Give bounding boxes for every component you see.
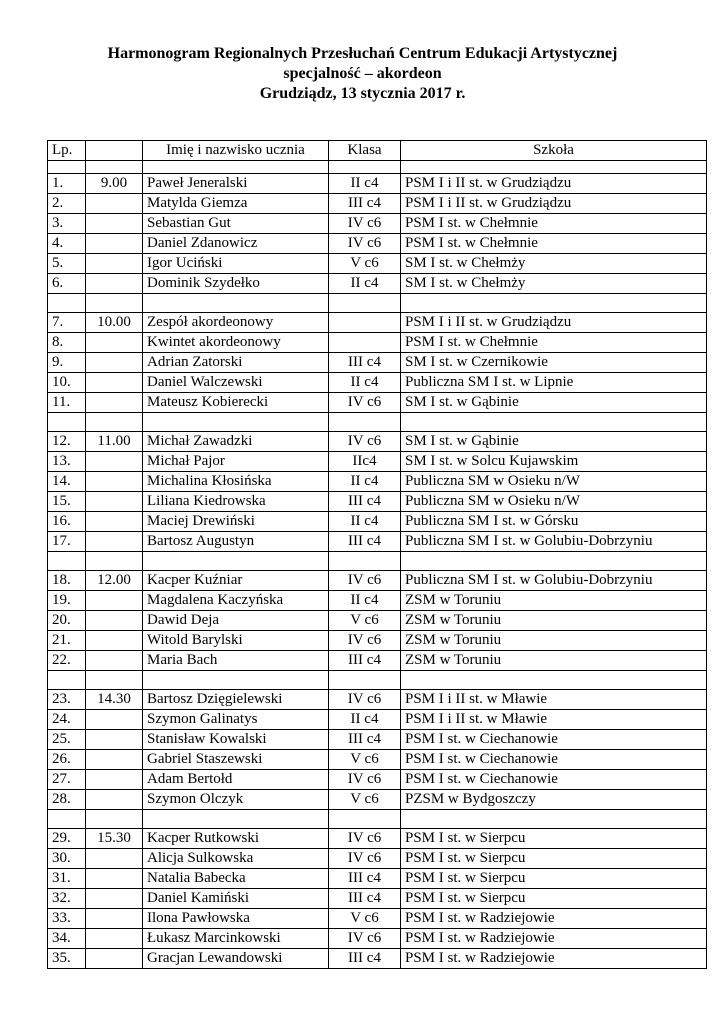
title-line-3: Grudziądz, 13 stycznia 2017 r. <box>259 85 466 102</box>
cell-klasa: V c6 <box>329 909 401 929</box>
table-row <box>48 909 707 929</box>
cell-lp: 12. <box>48 432 86 452</box>
cell-klasa: II c4 <box>329 373 401 393</box>
table-row <box>48 651 707 671</box>
table-row <box>48 432 707 452</box>
cell-lp: 35. <box>48 949 86 969</box>
cell-time <box>86 671 143 690</box>
table-row <box>48 472 707 492</box>
cell-name: Liliana Kiedrowska <box>143 492 329 512</box>
cell-name: Ilona Pawłowska <box>143 909 329 929</box>
cell-name: Bartosz Augustyn <box>143 532 329 552</box>
cell-name: Daniel Zdanowicz <box>143 234 329 254</box>
cell-name: Zespół akordeonowy <box>143 313 329 333</box>
cell-lp: 27. <box>48 770 86 790</box>
document-title <box>40 44 685 104</box>
table-row <box>48 174 707 194</box>
cell-lp: 3. <box>48 214 86 234</box>
table-row <box>48 492 707 512</box>
table-row <box>48 214 707 234</box>
cell-time <box>86 214 143 234</box>
cell-time <box>86 254 143 274</box>
cell-szkola: Publiczna SM I st. w Górsku <box>401 512 707 532</box>
cell-name: Adrian Zatorski <box>143 353 329 373</box>
cell-name: Igor Uciński <box>143 254 329 274</box>
cell-time <box>86 161 143 174</box>
cell-lp: 6. <box>48 274 86 294</box>
cell-klasa <box>329 333 401 353</box>
cell-szkola: PSM I st. w Ciechanowie <box>401 730 707 750</box>
cell-klasa: IV c6 <box>329 571 401 591</box>
cell-time <box>86 552 143 571</box>
cell-name <box>143 671 329 690</box>
cell-name: Matylda Giemza <box>143 194 329 214</box>
cell-klasa <box>329 313 401 333</box>
header-cell-lp: Lp. <box>48 141 86 161</box>
cell-lp: 15. <box>48 492 86 512</box>
table-row <box>48 353 707 373</box>
cell-lp: 26. <box>48 750 86 770</box>
cell-klasa: IV c6 <box>329 234 401 254</box>
cell-lp <box>48 413 86 432</box>
cell-time <box>86 393 143 413</box>
cell-time: 10.00 <box>86 313 143 333</box>
cell-name <box>143 161 329 174</box>
cell-time: 14.30 <box>86 690 143 710</box>
cell-name: Szymon Olczyk <box>143 790 329 810</box>
cell-name: Kacper Rutkowski <box>143 829 329 849</box>
cell-lp: 29. <box>48 829 86 849</box>
cell-time <box>86 294 143 313</box>
cell-time <box>86 274 143 294</box>
cell-lp: 8. <box>48 333 86 353</box>
table-row <box>48 770 707 790</box>
cell-time <box>86 413 143 432</box>
table-row <box>48 591 707 611</box>
cell-klasa: III c4 <box>329 889 401 909</box>
cell-klasa <box>329 810 401 829</box>
cell-time: 15.30 <box>86 829 143 849</box>
cell-lp: 23. <box>48 690 86 710</box>
cell-lp: 13. <box>48 452 86 472</box>
cell-szkola: PSM I st. w Ciechanowie <box>401 750 707 770</box>
cell-szkola: PZSM w Bydgoszczy <box>401 790 707 810</box>
cell-lp: 2. <box>48 194 86 214</box>
cell-time <box>86 194 143 214</box>
cell-name <box>143 294 329 313</box>
cell-szkola: PSM I i II st. w Mławie <box>401 690 707 710</box>
table-row <box>48 829 707 849</box>
cell-lp: 21. <box>48 631 86 651</box>
cell-klasa: IV c6 <box>329 690 401 710</box>
spacer-row <box>48 294 707 313</box>
cell-lp <box>48 294 86 313</box>
cell-time <box>86 889 143 909</box>
cell-time: 12.00 <box>86 571 143 591</box>
cell-klasa: IV c6 <box>329 829 401 849</box>
spacer-row <box>48 810 707 829</box>
cell-name: Dawid Deja <box>143 611 329 631</box>
cell-szkola: PSM I st. w Chełmnie <box>401 234 707 254</box>
cell-lp: 9. <box>48 353 86 373</box>
cell-lp <box>48 552 86 571</box>
cell-time: 11.00 <box>86 432 143 452</box>
cell-klasa: III c4 <box>329 651 401 671</box>
cell-szkola <box>401 294 707 313</box>
cell-klasa: III c4 <box>329 532 401 552</box>
cell-szkola: PSM I st. w Radziejowie <box>401 929 707 949</box>
cell-time <box>86 929 143 949</box>
table-row <box>48 452 707 472</box>
cell-klasa: V c6 <box>329 611 401 631</box>
header-cell-name: Imię i nazwisko ucznia <box>143 141 329 161</box>
table-row <box>48 790 707 810</box>
cell-szkola: SM I st. w Chełmży <box>401 254 707 274</box>
cell-time <box>86 512 143 532</box>
cell-klasa: IV c6 <box>329 849 401 869</box>
cell-time <box>86 532 143 552</box>
cell-klasa: IV c6 <box>329 432 401 452</box>
spacer-row <box>48 552 707 571</box>
cell-time <box>86 333 143 353</box>
table-row <box>48 274 707 294</box>
cell-name: Magdalena Kaczyńska <box>143 591 329 611</box>
cell-time <box>86 631 143 651</box>
title-line-1: Harmonogram Regionalnych Przesłuchań Centrum Edukacji Artystycznej <box>107 45 618 62</box>
cell-time <box>86 472 143 492</box>
table-row <box>48 313 707 333</box>
cell-szkola: PSM I i II st. w Grudziądzu <box>401 313 707 333</box>
cell-lp <box>48 161 86 174</box>
table-row <box>48 889 707 909</box>
cell-lp: 30. <box>48 849 86 869</box>
cell-lp: 5. <box>48 254 86 274</box>
cell-klasa <box>329 552 401 571</box>
cell-szkola <box>401 552 707 571</box>
cell-klasa <box>329 671 401 690</box>
table-row <box>48 849 707 869</box>
cell-szkola <box>401 413 707 432</box>
cell-name: Natalia Babecka <box>143 869 329 889</box>
cell-klasa <box>329 413 401 432</box>
cell-szkola: Publiczna SM I st. w Golubiu-Dobrzyniu <box>401 571 707 591</box>
cell-lp: 22. <box>48 651 86 671</box>
cell-time <box>86 452 143 472</box>
cell-name: Michał Zawadzki <box>143 432 329 452</box>
schedule-table-body <box>48 141 707 969</box>
cell-szkola: PSM I i II st. w Mławie <box>401 710 707 730</box>
cell-szkola: PSM I st. w Sierpcu <box>401 849 707 869</box>
cell-szkola: ZSM w Toruniu <box>401 651 707 671</box>
cell-klasa: IIc4 <box>329 452 401 472</box>
cell-klasa: II c4 <box>329 512 401 532</box>
table-row <box>48 393 707 413</box>
cell-lp: 10. <box>48 373 86 393</box>
cell-lp: 16. <box>48 512 86 532</box>
cell-lp <box>48 810 86 829</box>
cell-klasa: III c4 <box>329 492 401 512</box>
cell-klasa: IV c6 <box>329 929 401 949</box>
cell-klasa <box>329 294 401 313</box>
cell-lp: 17. <box>48 532 86 552</box>
cell-name: Szymon Galinatys <box>143 710 329 730</box>
cell-lp: 14. <box>48 472 86 492</box>
cell-szkola: PSM I st. w Chełmnie <box>401 214 707 234</box>
cell-name: Maciej Drewiński <box>143 512 329 532</box>
cell-time <box>86 651 143 671</box>
cell-name: Sebastian Gut <box>143 214 329 234</box>
cell-name <box>143 810 329 829</box>
cell-time <box>86 849 143 869</box>
cell-lp: 25. <box>48 730 86 750</box>
cell-time <box>86 869 143 889</box>
cell-klasa <box>329 161 401 174</box>
cell-szkola: SM I st. w Gąbinie <box>401 432 707 452</box>
header-cell-szkola: Szkoła <box>401 141 707 161</box>
cell-time <box>86 949 143 969</box>
table-row <box>48 631 707 651</box>
cell-lp: 19. <box>48 591 86 611</box>
cell-klasa: III c4 <box>329 730 401 750</box>
table-row <box>48 532 707 552</box>
cell-szkola: PSM I st. w Sierpcu <box>401 889 707 909</box>
cell-name: Kacper Kuźniar <box>143 571 329 591</box>
cell-time: 9.00 <box>86 174 143 194</box>
cell-name: Michał Pajor <box>143 452 329 472</box>
cell-szkola: PSM I i II st. w Grudziądzu <box>401 194 707 214</box>
cell-name: Stanisław Kowalski <box>143 730 329 750</box>
header-cell-time <box>86 141 143 161</box>
cell-szkola <box>401 161 707 174</box>
cell-szkola: Publiczna SM w Osieku n/W <box>401 472 707 492</box>
schedule-table <box>47 140 707 969</box>
cell-lp: 34. <box>48 929 86 949</box>
title-line-2: specjalność – akordeon <box>283 65 442 82</box>
cell-time <box>86 909 143 929</box>
cell-szkola <box>401 810 707 829</box>
table-header-row <box>48 141 707 161</box>
table-row <box>48 730 707 750</box>
cell-name: Maria Bach <box>143 651 329 671</box>
table-row <box>48 254 707 274</box>
table-row <box>48 373 707 393</box>
cell-szkola <box>401 671 707 690</box>
cell-szkola: PSM I st. w Sierpcu <box>401 829 707 849</box>
cell-szkola: PSM I st. w Sierpcu <box>401 869 707 889</box>
cell-szkola: SM I st. w Solcu Kujawskim <box>401 452 707 472</box>
cell-lp: 4. <box>48 234 86 254</box>
cell-time <box>86 750 143 770</box>
cell-lp: 20. <box>48 611 86 631</box>
spacer-row <box>48 161 707 174</box>
table-row <box>48 750 707 770</box>
cell-lp: 33. <box>48 909 86 929</box>
cell-klasa: II c4 <box>329 472 401 492</box>
cell-szkola: ZSM w Toruniu <box>401 611 707 631</box>
cell-lp: 32. <box>48 889 86 909</box>
cell-name: Alicja Sulkowska <box>143 849 329 869</box>
table-row <box>48 571 707 591</box>
cell-szkola: Publiczna SM w Osieku n/W <box>401 492 707 512</box>
cell-name: Daniel Kamiński <box>143 889 329 909</box>
cell-name: Bartosz Dzięgielewski <box>143 690 329 710</box>
table-row <box>48 949 707 969</box>
cell-time <box>86 373 143 393</box>
spacer-row <box>48 413 707 432</box>
cell-klasa: III c4 <box>329 194 401 214</box>
cell-klasa: V c6 <box>329 790 401 810</box>
cell-time <box>86 710 143 730</box>
table-row <box>48 512 707 532</box>
cell-szkola: Publiczna SM I st. w Lipnie <box>401 373 707 393</box>
cell-szkola: ZSM w Toruniu <box>401 631 707 651</box>
cell-szkola: SM I st. w Czernikowie <box>401 353 707 373</box>
cell-szkola: SM I st. w Chełmży <box>401 274 707 294</box>
cell-klasa: III c4 <box>329 949 401 969</box>
cell-time <box>86 810 143 829</box>
table-row <box>48 710 707 730</box>
cell-lp <box>48 671 86 690</box>
cell-lp: 28. <box>48 790 86 810</box>
header-cell-klasa: Klasa <box>329 141 401 161</box>
cell-klasa: III c4 <box>329 869 401 889</box>
cell-time <box>86 770 143 790</box>
cell-lp: 24. <box>48 710 86 730</box>
cell-lp: 31. <box>48 869 86 889</box>
cell-szkola: PSM I st. w Ciechanowie <box>401 770 707 790</box>
cell-lp: 11. <box>48 393 86 413</box>
cell-name: Michalina Kłosińska <box>143 472 329 492</box>
table-row <box>48 690 707 710</box>
cell-szkola: ZSM w Toruniu <box>401 591 707 611</box>
cell-szkola: PSM I st. w Radziejowie <box>401 909 707 929</box>
cell-klasa: II c4 <box>329 174 401 194</box>
cell-name: Kwintet akordeonowy <box>143 333 329 353</box>
table-row <box>48 194 707 214</box>
cell-klasa: II c4 <box>329 274 401 294</box>
cell-klasa: IV c6 <box>329 770 401 790</box>
cell-klasa: IV c6 <box>329 631 401 651</box>
cell-klasa: III c4 <box>329 353 401 373</box>
table-row <box>48 869 707 889</box>
cell-klasa: IV c6 <box>329 214 401 234</box>
table-row <box>48 333 707 353</box>
cell-klasa: IV c6 <box>329 393 401 413</box>
cell-time <box>86 591 143 611</box>
cell-name: Witold Barylski <box>143 631 329 651</box>
cell-name: Gabriel Staszewski <box>143 750 329 770</box>
table-row <box>48 611 707 631</box>
cell-klasa: II c4 <box>329 591 401 611</box>
cell-time <box>86 790 143 810</box>
cell-szkola: PSM I st. w Radziejowie <box>401 949 707 969</box>
table-row <box>48 929 707 949</box>
cell-time <box>86 353 143 373</box>
cell-name: Mateusz Kobierecki <box>143 393 329 413</box>
cell-lp: 1. <box>48 174 86 194</box>
cell-lp: 7. <box>48 313 86 333</box>
cell-time <box>86 611 143 631</box>
cell-klasa: V c6 <box>329 254 401 274</box>
cell-time <box>86 234 143 254</box>
cell-szkola: PSM I st. w Chełmnie <box>401 333 707 353</box>
cell-szkola: Publiczna SM I st. w Golubiu-Dobrzyniu <box>401 532 707 552</box>
cell-time <box>86 730 143 750</box>
cell-name <box>143 413 329 432</box>
cell-name: Dominik Szydełko <box>143 274 329 294</box>
cell-lp: 18. <box>48 571 86 591</box>
cell-name: Gracjan Lewandowski <box>143 949 329 969</box>
spacer-row <box>48 671 707 690</box>
table-row <box>48 234 707 254</box>
cell-szkola: PSM I i II st. w Grudziądzu <box>401 174 707 194</box>
cell-klasa: II c4 <box>329 710 401 730</box>
cell-name: Adam Bertołd <box>143 770 329 790</box>
cell-szkola: SM I st. w Gąbinie <box>401 393 707 413</box>
cell-name: Daniel Walczewski <box>143 373 329 393</box>
cell-name <box>143 552 329 571</box>
cell-time <box>86 492 143 512</box>
cell-name: Paweł Jeneralski <box>143 174 329 194</box>
cell-name: Łukasz Marcinkowski <box>143 929 329 949</box>
cell-klasa: V c6 <box>329 750 401 770</box>
